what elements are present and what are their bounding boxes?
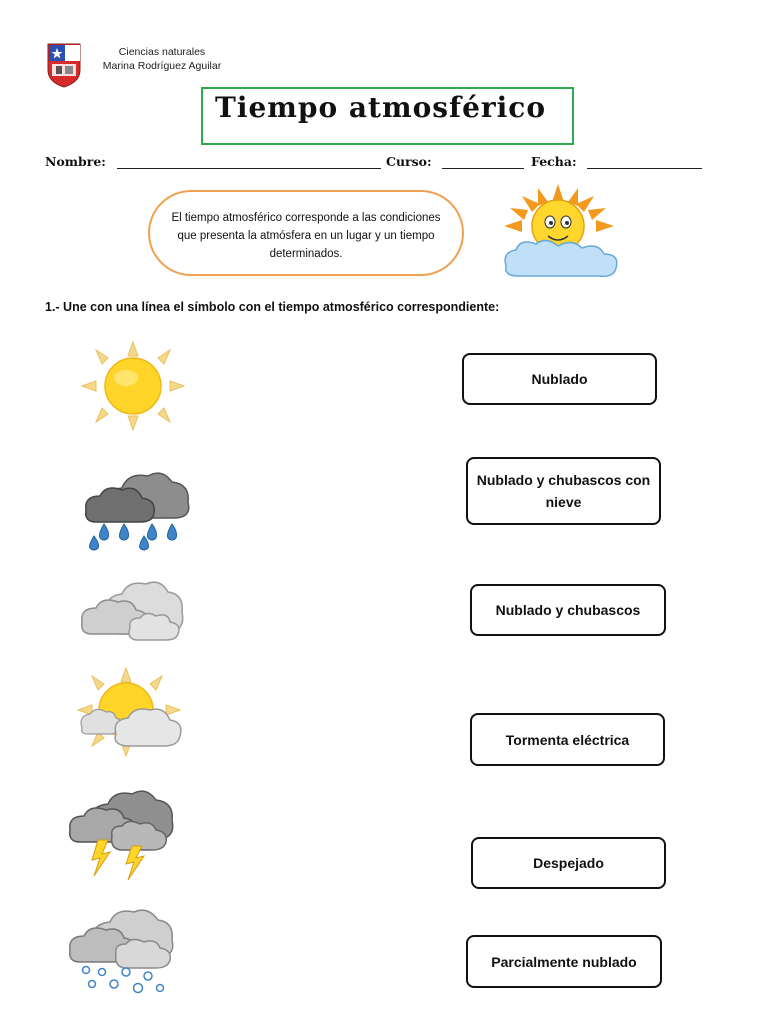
- option-tormenta-electrica[interactable]: Tormenta eléctrica: [470, 713, 665, 766]
- date-label: Fecha:: [531, 154, 577, 169]
- sun-icon: [78, 340, 188, 432]
- teacher-name: Marina Rodríguez Aguilar: [102, 60, 222, 72]
- school-crest-logo: [46, 42, 82, 88]
- cloudy-icon: [78, 576, 186, 642]
- name-field[interactable]: [117, 168, 381, 169]
- student-info-row: [45, 154, 705, 174]
- exercise-instruction: 1.- Une con una línea el símbolo con el tiempo atmosférico correspondiente:: [45, 300, 500, 314]
- option-nublado[interactable]: Nublado: [462, 353, 657, 405]
- snow-cloud-icon: [68, 906, 178, 996]
- name-label: Nombre:: [45, 154, 106, 169]
- partly-cloudy-icon: [76, 666, 186, 758]
- course-field[interactable]: [442, 168, 524, 169]
- thunderstorm-icon: [68, 786, 178, 882]
- option-nublado-chubascos-nieve[interactable]: Nublado y chubascos con nieve: [466, 457, 661, 525]
- option-nublado-chubascos[interactable]: Nublado y chubascos: [470, 584, 666, 636]
- option-parcialmente-nublado[interactable]: Parcialmente nublado: [466, 935, 662, 988]
- date-field[interactable]: [587, 168, 702, 169]
- smiling-sun-cloud-icon: [498, 182, 624, 282]
- definition-text: El tiempo atmosférico corresponde a las condiciones que presenta la atmósfera en un lugar y un tiempo determinados.: [171, 212, 441, 260]
- subject-name: Ciencias naturales: [118, 46, 206, 58]
- rain-cloud-icon: [82, 462, 192, 552]
- school-header: [82, 45, 242, 73]
- title-box: [201, 87, 574, 145]
- course-label: Curso:: [386, 154, 432, 169]
- page-title: Tiempo atmosférico: [215, 91, 547, 124]
- definition-box: [148, 190, 464, 276]
- option-despejado[interactable]: Despejado: [471, 837, 666, 889]
